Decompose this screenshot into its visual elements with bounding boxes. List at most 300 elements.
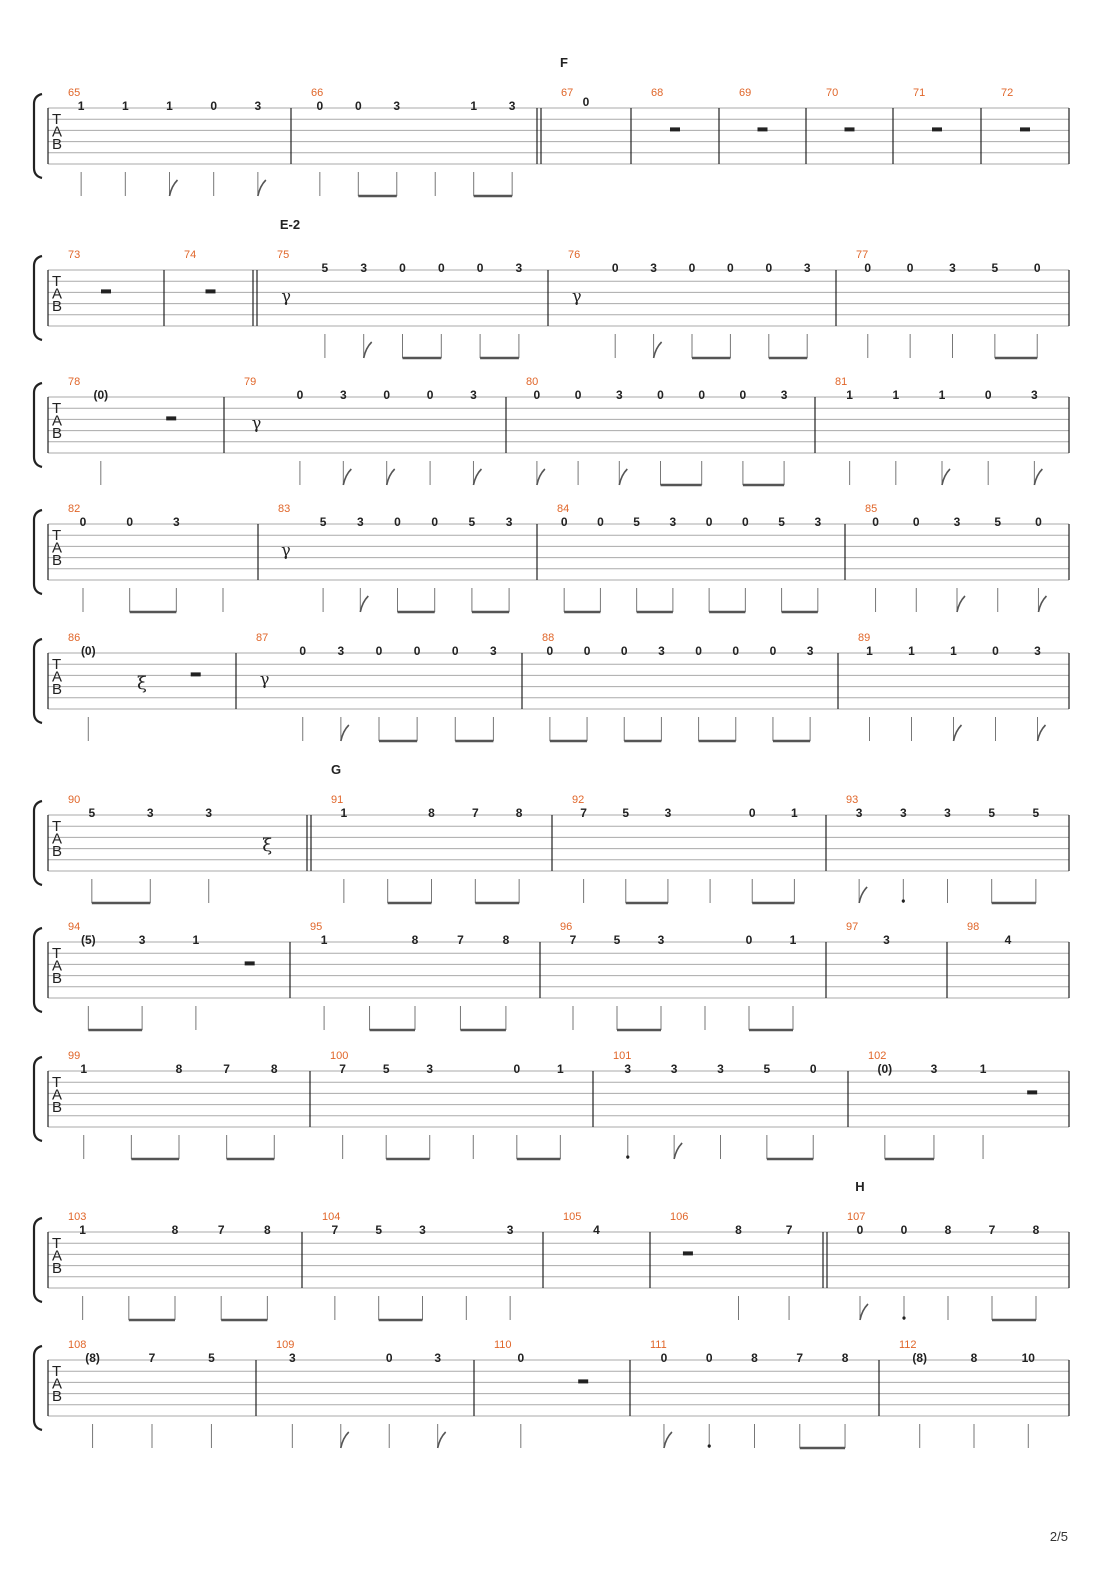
tab-clef-letter: A [52, 285, 63, 303]
fret-number: (5) [80, 933, 96, 947]
system-3 [34, 376, 1069, 485]
fret-number: 3 [146, 806, 154, 820]
half-rest [245, 961, 255, 965]
measure-number: 68 [651, 87, 664, 99]
measure-number: 72 [1001, 87, 1014, 99]
fret-number: 3 [339, 388, 347, 402]
fret-number: 0 [984, 388, 992, 402]
fret-number: 3 [780, 388, 788, 402]
fret-number: 5 [468, 515, 476, 529]
fret-number: 5 [778, 515, 785, 529]
fret-number: 0 [698, 388, 706, 402]
measure-number: 96 [560, 921, 573, 933]
fret-number: 0 [732, 644, 740, 658]
measure [846, 921, 890, 947]
fret-number: 1 [192, 933, 200, 947]
eighth-flag [537, 469, 545, 485]
fret-number: 3 [505, 515, 513, 529]
fret-number: 0 [399, 261, 406, 275]
section-marker: G [330, 762, 342, 777]
fret-number: 3 [419, 1223, 426, 1237]
measure-number: 79 [244, 376, 257, 388]
fret-number: 7 [331, 1223, 339, 1237]
measure-number: 95 [310, 921, 323, 933]
tab-clef-letter: B [52, 552, 63, 569]
measure [967, 921, 1012, 947]
tab-clef-letter: A [52, 668, 63, 686]
tab-clef-letter: T [52, 818, 62, 835]
eighth-flag [1034, 469, 1042, 485]
fret-number: 8 [270, 1062, 278, 1076]
eighth-flag [364, 342, 372, 358]
fret-number: 0 [688, 261, 696, 275]
fret-number: 10 [1021, 1351, 1035, 1365]
fret-number: 0 [1033, 261, 1041, 275]
tab-clef-letter: T [52, 1363, 62, 1380]
tab-clef-letter: B [52, 681, 63, 698]
measure-number: 98 [967, 921, 980, 933]
measure-number: 91 [331, 794, 344, 806]
fret-number: 3 [254, 99, 262, 113]
measure-number: 100 [330, 1050, 349, 1062]
fret-number: 0 [413, 644, 421, 658]
tab-clef-letter: B [52, 298, 63, 315]
tab-clef-letter: A [52, 539, 63, 557]
system-bracket [34, 256, 42, 340]
fret-number: 3 [360, 261, 368, 275]
half-rest [1020, 127, 1030, 131]
eighth-flag [942, 469, 950, 485]
fret-number: 1 [166, 99, 173, 113]
dot [708, 1444, 711, 1447]
fret-number: (0) [80, 644, 96, 658]
fret-number: 1 [892, 388, 900, 402]
fret-number: 8 [944, 1223, 952, 1237]
measure [1001, 87, 1030, 131]
half-rest [578, 1379, 588, 1383]
fret-number: 0 [900, 1223, 908, 1237]
fret-number: 1 [979, 1062, 987, 1076]
quarter-rest: ξ [137, 672, 147, 694]
eighth-flag [360, 596, 368, 612]
fret-number: 0 [748, 806, 756, 820]
system-2 [34, 217, 1069, 358]
measure-number: 73 [68, 249, 81, 261]
fret-number: 0 [431, 515, 439, 529]
tab-clef-letter: B [52, 1099, 63, 1116]
measure-number: 99 [68, 1050, 81, 1062]
fret-number: 3 [205, 806, 213, 820]
system-5 [34, 632, 1069, 741]
fret-number: 1 [938, 388, 946, 402]
measure-number: 108 [68, 1339, 87, 1351]
measure-number: 109 [276, 1339, 295, 1351]
fret-number: 3 [426, 1062, 434, 1076]
measure-number: 94 [68, 921, 81, 933]
fret-number: 3 [393, 99, 401, 113]
half-rest [845, 127, 855, 131]
section-marker: E-2 [279, 217, 301, 232]
fret-number: 7 [580, 806, 587, 820]
tab-clef-letter: B [52, 425, 63, 442]
fret-number: 0 [583, 644, 591, 658]
fret-number: 5 [208, 1351, 215, 1365]
fret-number: 0 [660, 1351, 668, 1365]
measure-number: 77 [856, 249, 869, 261]
fret-number: 1 [846, 388, 853, 402]
fret-number: 0 [765, 261, 773, 275]
measure-number: 111 [650, 1339, 667, 1351]
fret-number: 7 [457, 933, 464, 947]
fret-number: 3 [670, 1062, 678, 1076]
fret-number: 0 [912, 515, 920, 529]
system-9 [34, 1179, 1069, 1320]
fret-number: 8 [515, 806, 523, 820]
system-bracket [34, 1057, 42, 1141]
measure-number: 102 [868, 1050, 887, 1062]
fret-number: 1 [908, 644, 915, 658]
fret-number: 0 [695, 644, 702, 658]
fret-number: 3 [814, 515, 822, 529]
tab-clef-letter: B [52, 970, 63, 987]
fret-number: 1 [470, 99, 478, 113]
fret-number: 0 [296, 388, 304, 402]
fret-number: 1 [80, 1062, 88, 1076]
fret-number: 0 [513, 1062, 521, 1076]
fret-number: 3 [944, 806, 951, 820]
fret-number: 5 [991, 261, 999, 275]
fret-number: 1 [320, 933, 328, 947]
eighth-flag [170, 180, 178, 196]
half-rest [191, 672, 201, 676]
fret-number: 3 [899, 806, 907, 820]
fret-number: 5 [633, 515, 640, 529]
fret-number: 0 [126, 515, 134, 529]
measure-number: 74 [184, 249, 197, 261]
system-bracket [34, 639, 42, 723]
tab-clef-letter: A [52, 1247, 63, 1265]
fret-number: 1 [950, 644, 957, 658]
measure [563, 1211, 600, 1237]
system-bracket [34, 1218, 42, 1302]
measure-number: 75 [277, 249, 290, 261]
fret-number: 7 [569, 933, 577, 947]
tab-clef-letter: T [52, 400, 62, 417]
fret-number: 7 [796, 1351, 804, 1365]
fret-number: 8 [428, 806, 435, 820]
measure [184, 249, 216, 293]
fret-number: 5 [321, 261, 329, 275]
tab-clef-letter: B [52, 1260, 63, 1277]
fret-number: 3 [356, 515, 364, 529]
fret-number: 8 [751, 1351, 758, 1365]
eighth-rest: γ [572, 286, 582, 306]
system-8 [34, 1050, 1069, 1159]
eighth-flag [473, 469, 481, 485]
measure-number: 107 [847, 1211, 866, 1223]
fret-number: 0 [1035, 515, 1042, 529]
dot [902, 899, 905, 902]
half-rest [932, 127, 942, 131]
fret-number: 3 [806, 644, 814, 658]
fret-number: 0 [517, 1351, 525, 1365]
fret-number: 3 [515, 261, 523, 275]
eighth-flag [1038, 725, 1046, 741]
section-marker: F [560, 55, 568, 70]
measure-number: 90 [68, 794, 81, 806]
eighth-flag [954, 725, 962, 741]
measure-number: 76 [568, 249, 581, 261]
measure [739, 87, 768, 131]
tab-clef-letter: T [52, 656, 62, 673]
fret-number: 5 [763, 1062, 771, 1076]
tab-clef-letter: T [52, 111, 62, 128]
system-bracket [34, 928, 42, 1012]
measure-number: 83 [278, 503, 291, 515]
fret-number: 3 [855, 806, 863, 820]
fret-number: 5 [1032, 806, 1040, 820]
fret-number: 3 [953, 515, 961, 529]
fret-number: 8 [970, 1351, 978, 1365]
fret-number: 7 [988, 1223, 996, 1237]
fret-number: 0 [992, 644, 999, 658]
fret-number: 1 [121, 99, 129, 113]
fret-number: 5 [319, 515, 327, 529]
fret-number: 0 [299, 644, 307, 658]
tab-clef-letter: A [52, 1086, 63, 1104]
measure-number: 82 [68, 503, 81, 515]
fret-number: 8 [841, 1351, 849, 1365]
fret-number: 0 [611, 261, 619, 275]
fret-number: 7 [223, 1062, 230, 1076]
eighth-flag [387, 469, 395, 485]
tab-clef-letter: B [52, 843, 63, 860]
fret-number: 0 [394, 515, 401, 529]
fret-number: 8 [1032, 1223, 1040, 1237]
fret-number: 1 [866, 644, 873, 658]
fret-number: 0 [769, 644, 777, 658]
fret-number: 0 [597, 515, 604, 529]
measure-number: 66 [311, 87, 324, 99]
measure-number: 97 [846, 921, 859, 933]
measure-number: 80 [526, 376, 539, 388]
fret-number: 0 [316, 99, 324, 113]
fret-number: 3 [508, 99, 516, 113]
fret-number: 0 [437, 261, 445, 275]
fret-number: 0 [210, 99, 218, 113]
fret-number: 3 [664, 806, 672, 820]
fret-number: 1 [791, 806, 798, 820]
fret-number: 3 [803, 261, 811, 275]
measure-number: 103 [68, 1211, 87, 1223]
fret-number: 0 [79, 515, 87, 529]
system-bracket [34, 1346, 42, 1430]
measure-number: 101 [613, 1050, 632, 1062]
eighth-flag [957, 596, 965, 612]
fret-number: 0 [745, 933, 753, 947]
fret-number: 8 [735, 1223, 742, 1237]
measure-number: 71 [913, 87, 926, 99]
fret-number: 7 [148, 1351, 156, 1365]
fret-number: 3 [1031, 388, 1038, 402]
fret-number: 0 [739, 388, 747, 402]
fret-number: 0 [620, 644, 628, 658]
fret-number: 1 [340, 806, 348, 820]
tab-clef-letter: T [52, 273, 62, 290]
fret-number: 0 [451, 644, 459, 658]
measure-number: 67 [561, 87, 574, 99]
measure-number: 112 [899, 1339, 917, 1351]
fret-number: 0 [574, 388, 582, 402]
eighth-flag [1038, 596, 1046, 612]
measure-number: 65 [68, 87, 81, 99]
fret-number: 8 [171, 1223, 179, 1237]
eighth-flag [664, 1432, 672, 1448]
fret-number: 5 [375, 1223, 383, 1237]
system-7 [34, 921, 1069, 1030]
quarter-rest: ξ [262, 834, 273, 856]
tab-clef-letter: A [52, 830, 63, 848]
fret-number: 7 [471, 806, 479, 820]
half-rest [683, 1251, 693, 1255]
measure-number: 87 [256, 632, 269, 644]
fret-number: 0 [546, 644, 554, 658]
measure-number: 69 [739, 87, 752, 99]
fret-number: 0 [809, 1062, 817, 1076]
system-1 [34, 55, 1069, 196]
tab-clef-letter: A [52, 957, 63, 975]
fret-number: 3 [624, 1062, 632, 1076]
tab-clef-letter: B [52, 136, 63, 153]
half-rest [206, 289, 216, 293]
tab-clef-letter: T [52, 1074, 62, 1091]
fret-number: 3 [657, 933, 665, 947]
measure-number: 92 [572, 794, 585, 806]
measure-number: 89 [858, 632, 871, 644]
fret-number: 4 [593, 1223, 600, 1237]
fret-number: 3 [669, 515, 677, 529]
fret-number: 3 [506, 1223, 514, 1237]
fret-number: 3 [288, 1351, 296, 1365]
system-6 [34, 762, 1069, 903]
dot [902, 1316, 905, 1319]
measure [913, 87, 942, 131]
fret-number: 5 [988, 806, 996, 820]
fret-number: 0 [560, 515, 568, 529]
measure-number: 86 [68, 632, 81, 644]
tab-clef-letter: A [52, 1375, 63, 1393]
eighth-rest: γ [281, 540, 291, 560]
eighth-flag [438, 1432, 446, 1448]
fret-number: 0 [476, 261, 484, 275]
fret-number: 0 [727, 261, 734, 275]
fret-number: 0 [354, 99, 362, 113]
measure-number: 81 [835, 376, 848, 388]
half-rest [166, 416, 176, 420]
fret-number: 8 [502, 933, 510, 947]
eighth-rest: γ [251, 413, 262, 433]
system-bracket [34, 801, 42, 885]
fret-number: 0 [864, 261, 872, 275]
fret-number: 3 [658, 644, 665, 658]
fret-number: 0 [657, 388, 664, 402]
fret-number: (0) [93, 388, 109, 402]
tab-clef-letter: T [52, 527, 62, 544]
measure-number: 104 [322, 1211, 341, 1223]
fret-number: 3 [717, 1062, 724, 1076]
fret-number: 3 [434, 1351, 442, 1365]
half-rest [101, 289, 111, 293]
fret-number: 0 [872, 515, 879, 529]
fret-number: 3 [337, 644, 345, 658]
system-4 [34, 503, 1069, 612]
fret-number: 5 [613, 933, 621, 947]
measure [561, 87, 590, 109]
measure-number: 110 [494, 1339, 512, 1351]
system-bracket [34, 510, 42, 594]
system-bracket [34, 383, 42, 467]
fret-number: 8 [264, 1223, 271, 1237]
fret-number: 1 [79, 1223, 86, 1237]
half-rest [670, 127, 680, 131]
eighth-flag [258, 180, 266, 196]
fret-number: 0 [705, 515, 713, 529]
measure-number: 106 [670, 1211, 689, 1223]
fret-number: 5 [622, 806, 630, 820]
half-rest [1027, 1090, 1037, 1094]
fret-number: 3 [1034, 644, 1041, 658]
fret-number: 3 [650, 261, 657, 275]
half-rest [758, 127, 768, 131]
tab-clef-letter: A [52, 412, 63, 430]
fret-number: 7 [217, 1223, 225, 1237]
dot [626, 1155, 629, 1158]
measure-number: 84 [557, 503, 570, 515]
eighth-flag [341, 1432, 349, 1448]
fret-number: 3 [930, 1062, 938, 1076]
system-bracket [34, 94, 42, 178]
fret-number: 0 [385, 1351, 393, 1365]
eighth-flag [860, 1304, 868, 1320]
fret-number: 5 [88, 806, 96, 820]
fret-number: 5 [382, 1062, 390, 1076]
section-marker: H [855, 1179, 865, 1194]
eighth-flag [674, 1143, 682, 1159]
eighth-flag [859, 887, 867, 903]
fret-number: 8 [175, 1062, 183, 1076]
measure [68, 249, 111, 293]
fret-number: 3 [470, 388, 477, 402]
fret-number: 5 [994, 515, 1002, 529]
fret-number: 3 [490, 644, 497, 658]
fret-number: 1 [77, 99, 85, 113]
fret-number: 0 [426, 388, 434, 402]
measure-number: 105 [563, 1211, 582, 1223]
fret-number: 0 [742, 515, 749, 529]
fret-number: 7 [339, 1062, 346, 1076]
eighth-flag [341, 725, 349, 741]
fret-number: 8 [411, 933, 419, 947]
eighth-flag [619, 469, 627, 485]
fret-number: 0 [906, 261, 914, 275]
fret-number: 3 [172, 515, 180, 529]
fret-number: 3 [949, 261, 956, 275]
fret-number: 1 [789, 933, 797, 947]
fret-number: 1 [557, 1062, 564, 1076]
eighth-flag [654, 342, 662, 358]
fret-number: (8) [912, 1351, 928, 1365]
measure-number: 70 [826, 87, 839, 99]
